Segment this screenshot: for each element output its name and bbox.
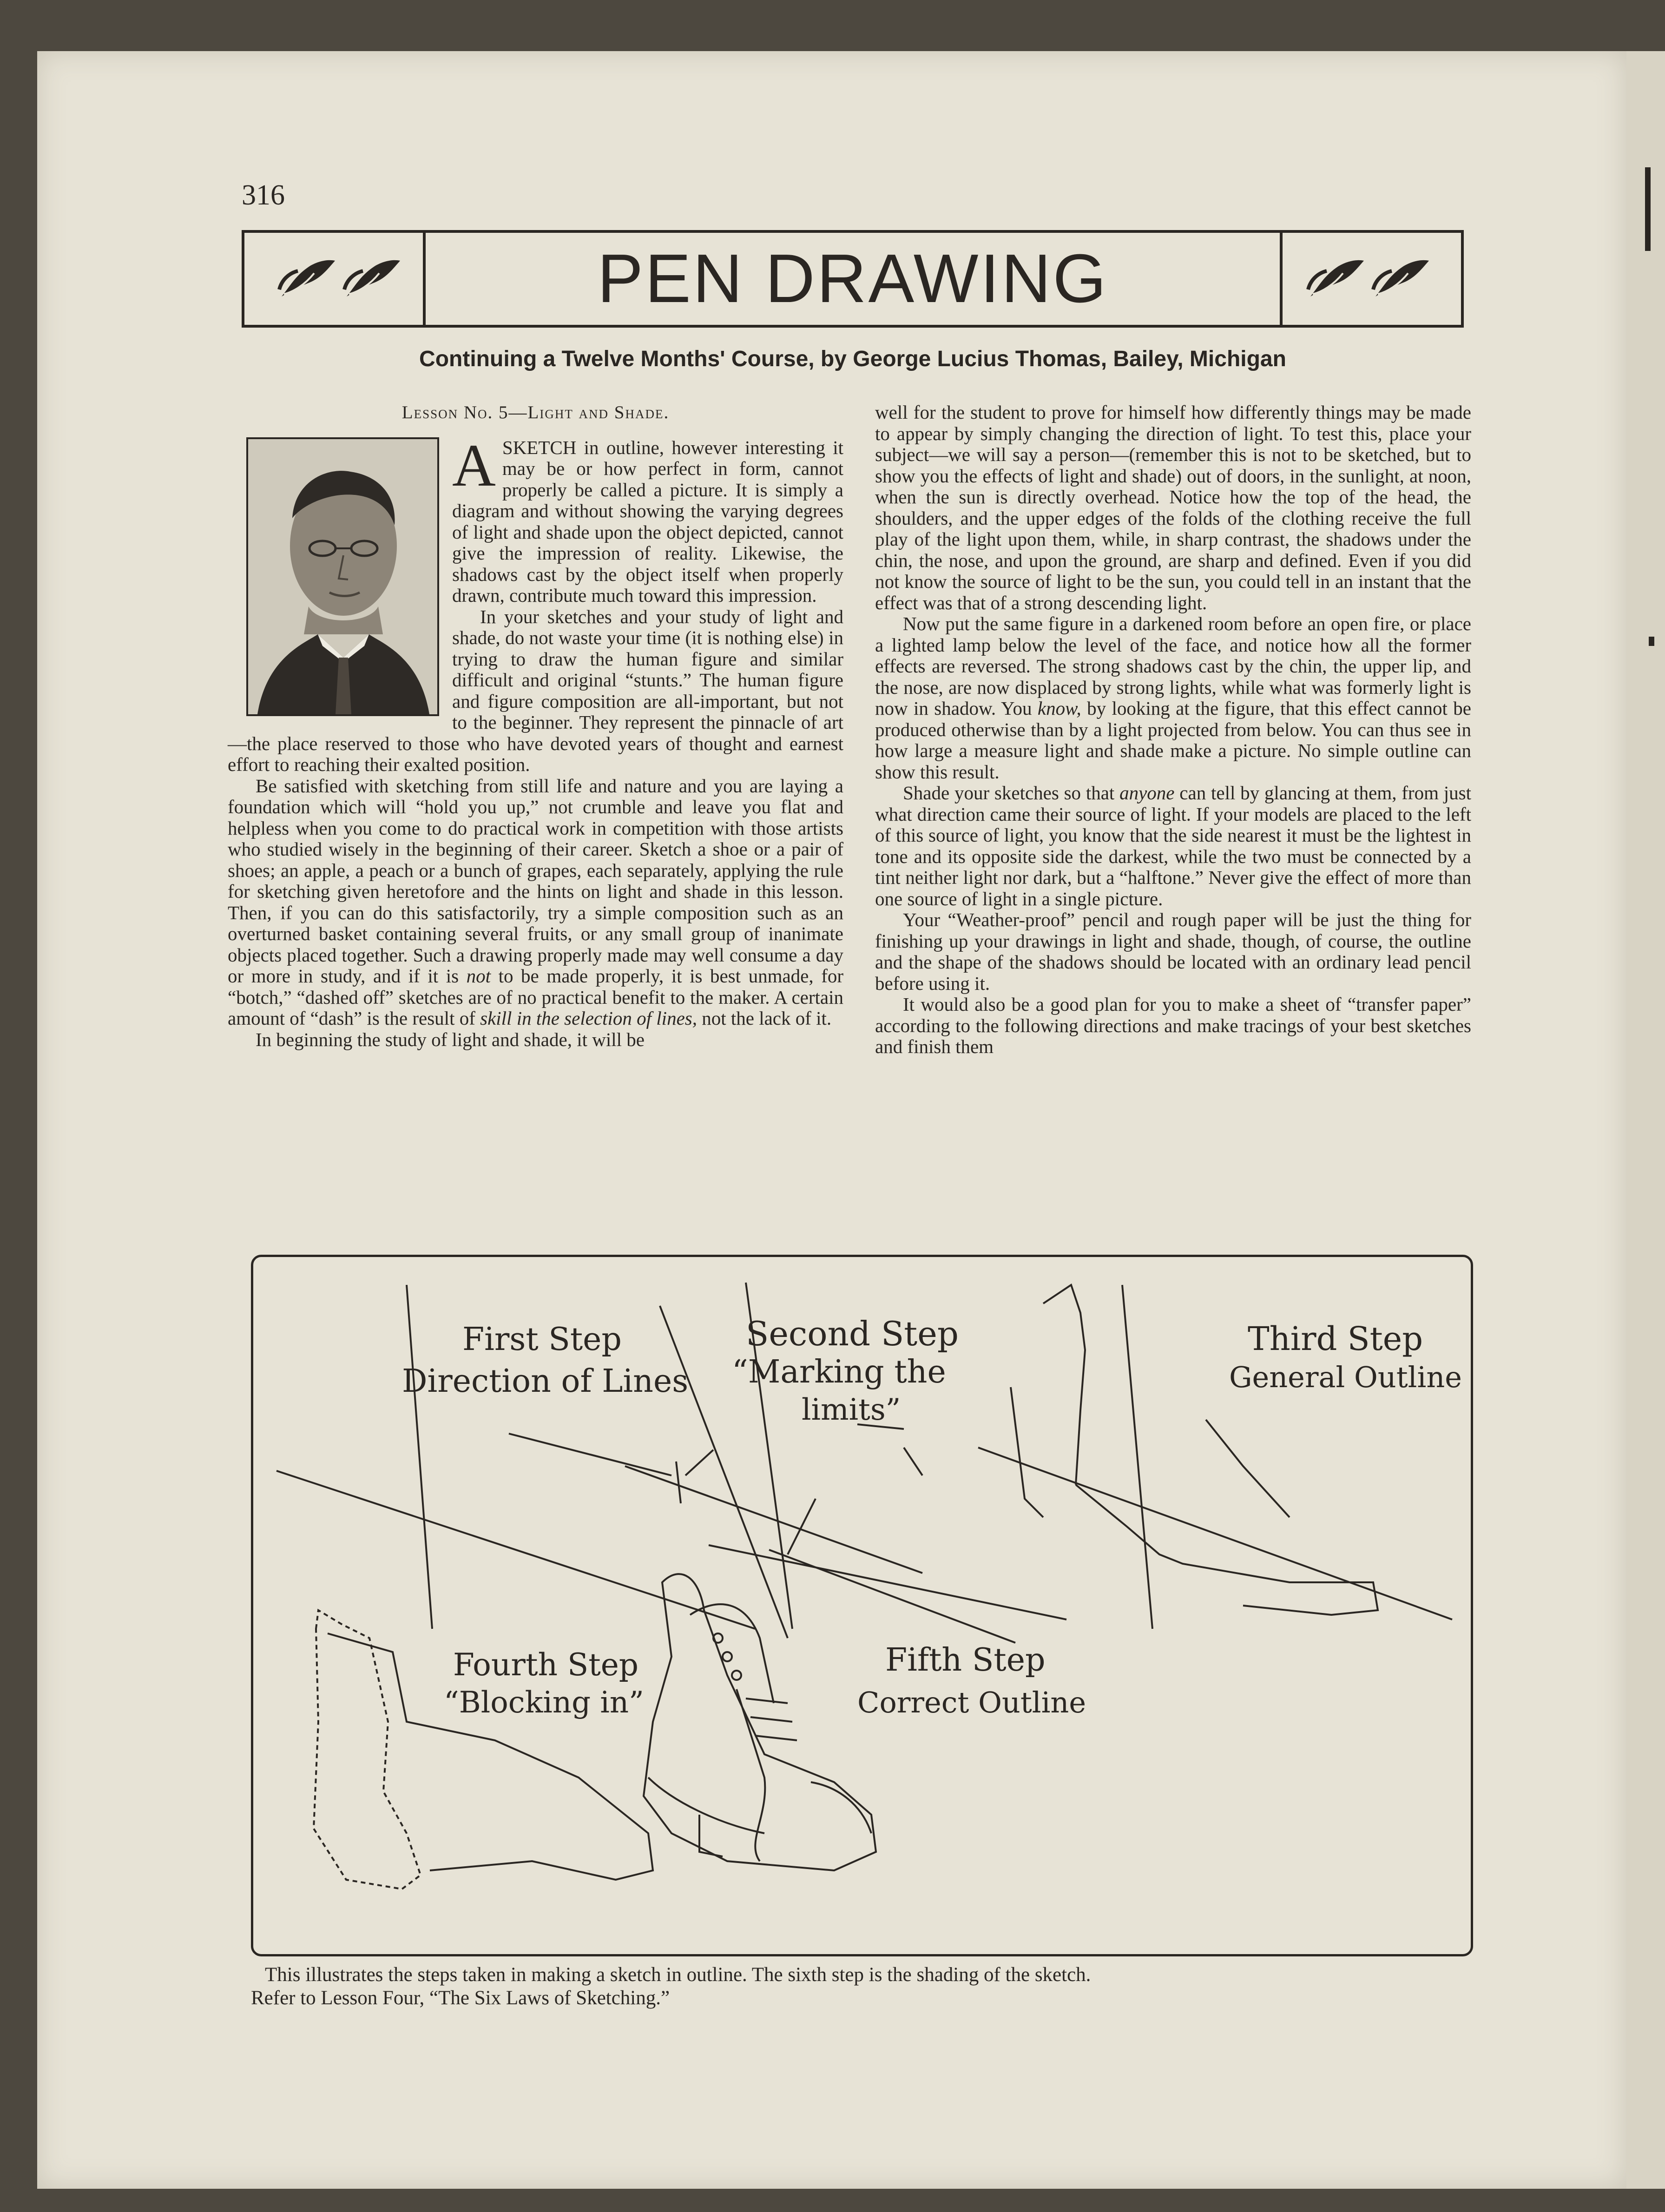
shoe-eyelet [732, 1671, 741, 1680]
figure-caption [251, 1963, 1459, 2010]
paragraph-text: by looking at the figure, that this effect cannot be produced otherwise than by a light projected from below. You can thus see in how large a measure light and shade make a picture. No simple outline can show this result. [875, 698, 1471, 783]
caption-line: This illustrates the steps taken in making a sketch in outline. The sixth step is the shading of the sketch. [265, 1964, 1091, 1986]
caption-line: Refer to Lesson Four, “The Six Laws of Sketching.” [251, 1987, 670, 2009]
page-number: 316 [242, 179, 285, 211]
title-banner [242, 230, 1464, 328]
step4-label: Fourth Step [453, 1647, 639, 1683]
paragraph [875, 783, 1471, 909]
pointer-arrow [904, 1448, 922, 1475]
shoe-correct-outline [644, 1574, 876, 1870]
illustration-frame [251, 1255, 1473, 1956]
leaf-ornament-icon [277, 257, 337, 301]
shoe-eyelet [723, 1652, 732, 1661]
shoe-sketch-steps-illustration [253, 1257, 1471, 1954]
direction-line [407, 1285, 432, 1629]
general-outline [1043, 1285, 1085, 1485]
paragraph [228, 776, 843, 1029]
emphasis-text: anyone [1119, 782, 1175, 803]
step4-sublabel: “Blocking in” [444, 1685, 644, 1720]
paragraph-text: Be satisfied with sketching from still life and nature and you are laying a foundation which will “hold you up,” not crumble and leave you flat and helpless when you come to do practical work in competition with those artists who studied wisely in the beginning of their career. Sketch a shoe or a pair of shoes; an apple, a peach or a bunch of grapes, each separately, applying the rule for sketching given heretofore and the hints on light and shade in this lesson. Then, if you can do this satisfactorily, try a simple composition such as an overturned basket containing several fruits, or any small group of inanimate objects placed together. Such a drawing properly made may well consume a day or more in study, and if it is [228, 775, 843, 987]
byline: Continuing a Twelve Months' Course, by George Lucius Thomas, Bailey, Michigan [419, 347, 1286, 371]
paragraph-text: can tell by glancing at them, from just what direction came their source of light. If your models are placed to the left of this source of light, you know that the side nearest it must be the lightest in tone and its opposite side the darkest, while the two must be connected by a tint neither light nor dark, but a “halftone.” Never give the effect of more than one source of light in a single picture. [875, 782, 1471, 909]
paragraph: It would also be a good plan for you to make a sheet of “transfer paper” according to the following directions and make tracings of your best sketches and finish them [875, 994, 1471, 1057]
left-ornament-cell [244, 233, 426, 325]
paragraph [875, 613, 1471, 783]
leaf-ornament-icon [1371, 257, 1431, 301]
emphasis-text: not [466, 965, 491, 987]
emphasis-text: skill in the selection of lines, [480, 1007, 697, 1029]
pointer-arrow [685, 1450, 713, 1475]
limit-line [769, 1550, 1015, 1643]
next-page-edge [1626, 51, 1665, 2189]
step3-label: Third Step [1248, 1320, 1423, 1358]
step5-sublabel: Correct Outline [857, 1685, 1086, 1719]
paragraph-text: to be made properly, it is best unmade, for “botch,” “dashed off” sketches are of no practical benefit to the maker. A certain amount of “dash” is the result of [228, 965, 844, 1029]
paragraph-text: SKETCH in outline, however interesting it may be or how perfect in form, cannot properly be called a picture. It is simply a diagram and without showing the varying degrees of light and shade upon the object depicted, cannot give the impression of reality. Likewise, the shadows cast by the object itself when properly drawn, contribute much toward this impression. [452, 436, 843, 606]
paragraph-text: not the lack of it. [697, 1007, 832, 1029]
general-outline [1206, 1420, 1290, 1517]
tick-line [676, 1462, 681, 1503]
step2-label: Second Step [746, 1314, 959, 1353]
shoe-eyelet-lines [746, 1698, 797, 1740]
lesson-heading: Lesson No. 5—Light and Shade. [401, 402, 670, 422]
outline-line [1122, 1285, 1152, 1629]
paragraph: In beginning the study of light and shade, it will be [256, 1028, 645, 1050]
page-title: PEN DRAWING [597, 240, 1108, 317]
left-column [228, 402, 843, 1050]
leaf-ornament-icon [342, 257, 402, 301]
general-outline [1076, 1485, 1378, 1615]
step1-label: First Step [462, 1321, 622, 1358]
limit-line [625, 1466, 922, 1573]
right-column [875, 402, 1471, 1058]
paragraph: In your sketches and your study of light and shade, do not waste your time (it is nothing else) in trying to draw the human figure and similar difficult and original “stunts.” The human figure and figure composition are all-important, but not to the beginner. They represent the pinnacle of art—the place reserved to those who have devoted years of thought and earnest effort to reaching their exalted position. [228, 606, 843, 775]
binding-dot [1649, 637, 1654, 646]
limit-line [709, 1545, 1066, 1620]
paragraph: Your “Weather-proof” pencil and rough paper will be just the thing for finishing up your drawings in light and shade, though, of course, the outline and the shape of the shadows should be located with an ordinary lead pencil before using it. [875, 909, 1471, 994]
step3-sublabel: General Outline [1229, 1360, 1462, 1394]
portrait-photo [248, 439, 437, 714]
leaf-ornament-icon [1306, 257, 1366, 301]
direction-line [276, 1471, 755, 1629]
binding-mark [1645, 167, 1651, 251]
emphasis-text: know, [1037, 698, 1081, 719]
step2-sublabel-2: limits” [802, 1393, 901, 1427]
paragraph-text: Shade your sketches so that [903, 782, 1120, 803]
drop-cap: A [452, 432, 496, 499]
author-portrait [246, 437, 439, 716]
step1-sublabel: Direction of Lines [402, 1363, 689, 1400]
general-outline [1011, 1387, 1043, 1517]
direction-line [509, 1434, 671, 1475]
step2-sublabel: “Marking the [732, 1354, 946, 1390]
outline-line [978, 1448, 1452, 1620]
shoe-laces [737, 1689, 765, 1861]
step5-label: Fifth Step [885, 1642, 1046, 1679]
paragraph-text: Now put the same figure in a darkened room before an open fire, or place a lighted lamp below the level of the face, and notice how all the former effects are reversed. The strong shadows cast by the chin, the upper lip, and the nose, are now displaced by strong lights, while what was formerly light is now in shadow. You [875, 613, 1471, 719]
title-cell [426, 233, 1280, 325]
paragraph: well for the student to prove for himself how differently things may be made to appear by simply changing the direction of light. To test this, place your subject—we will say a person—(remember this is not to be sketched, but to show you the effects of light and shade) out of doors, in the sunlight, at noon, when the sun is directly overhead. Notice how the top of the head, the shoulders, and the upper edges of the folds of the clothing receive the full play of the light upon them, while, in sharp contrast, the shadows under the chin, the nose, and upon the ground, are sharp and defined. Even if you did not know the source of light to be the sun, you could tell in an instant that the effect was that of a strong descending light. [875, 402, 1471, 613]
right-ornament-cell [1280, 233, 1461, 325]
blocking-outline [314, 1610, 421, 1889]
